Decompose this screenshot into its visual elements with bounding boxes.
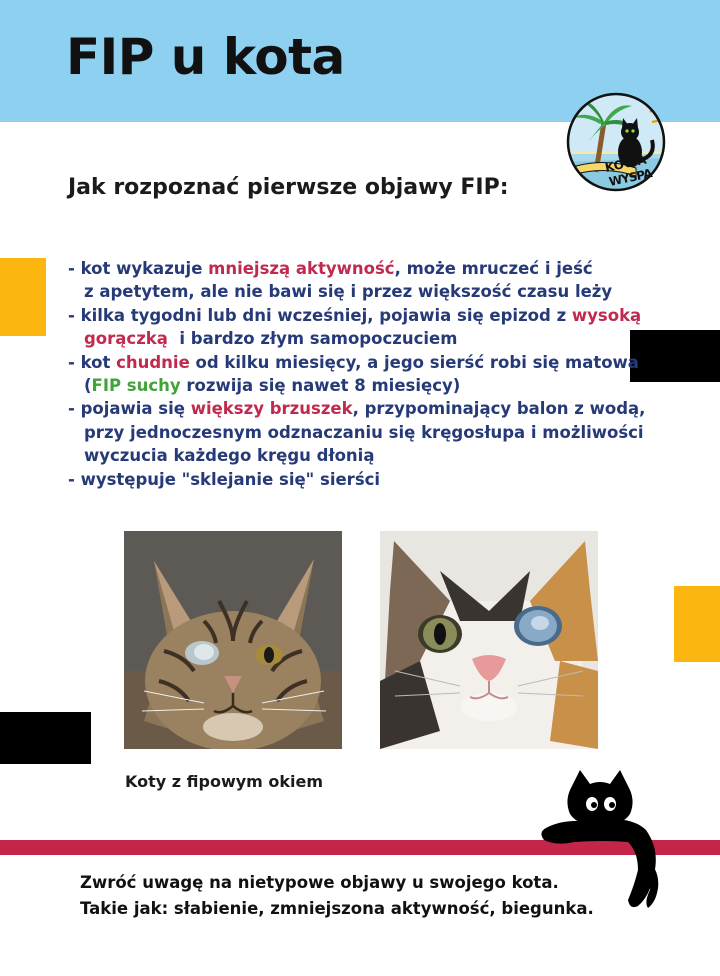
- symptom-line: - pojawia się większy brzuszek, przypominający balon z wodą,: [68, 399, 646, 419]
- footer-note: [80, 870, 594, 922]
- yellow-block-right: [674, 586, 720, 662]
- symptom-line: - kilka tygodni lub dni wcześniej, pojawia się epizod z wysoką: [68, 305, 642, 325]
- symptoms-list: [68, 257, 668, 491]
- symptom-line: - kot chudnie od kilku miesięcy, a jego sierść robi się matowa: [68, 352, 639, 372]
- symptom-line: z apetytem, ale nie bawi się i przez większość czasu leży: [84, 282, 613, 302]
- symptom-line: - kot wykazuje mniejszą aktywność, może mruczeć i jeść: [68, 259, 593, 278]
- highlight-red: mniejszą aktywność: [208, 259, 395, 278]
- highlight-green: FIP suchy: [91, 376, 181, 396]
- yellow-block-left: [0, 258, 46, 336]
- symptom-line: (FIP suchy rozwija się nawet 8 miesięcy): [84, 376, 461, 396]
- symptom-line: gorączką i bardzo złym samopoczuciem: [84, 329, 458, 349]
- symptom-line: wyczucia każdego kręgu dłonią: [84, 446, 375, 466]
- page-title: FIP u kota: [66, 28, 345, 86]
- highlight-red: większy brzuszek: [190, 399, 353, 419]
- highlight-red: gorączką: [84, 329, 168, 349]
- svg-text:KOCIA: KOCIA: [603, 152, 648, 175]
- footer-line-1: Zwróć uwagę na nietypowe objawy u swojego kota.: [80, 873, 559, 892]
- highlight-red: chudnie: [116, 352, 190, 372]
- kocia-wyspa-logo: [566, 92, 666, 192]
- black-block-left: [0, 712, 91, 764]
- photo-caption: Koty z fipowym okiem: [125, 772, 324, 791]
- symptom-line: - występuje "sklejanie się" sierści: [68, 469, 381, 489]
- footer-line-2: Takie jak: słabienie, zmniejszona aktywność, biegunka.: [80, 899, 594, 918]
- symptom-line: przy jednoczesnym odznaczaniu się kręgosłupa i możliwości: [84, 422, 644, 442]
- svg-text:WYSPA: WYSPA: [607, 166, 654, 189]
- highlight-red: wysoką: [571, 305, 642, 325]
- calico-cat-photo: [380, 531, 598, 749]
- tabby-cat-photo: [124, 531, 342, 749]
- black-cat-icon: [534, 770, 664, 910]
- section-heading: Jak rozpoznać pierwsze objawy FIP:: [68, 175, 509, 200]
